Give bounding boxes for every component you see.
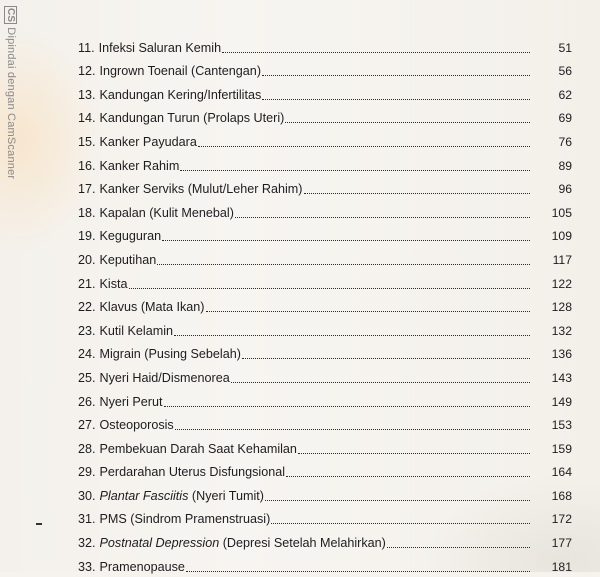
toc-entry: [78, 412, 572, 436]
toc-entry: [78, 364, 572, 388]
toc-entry-number: 21.: [78, 276, 96, 291]
dotted-leader: [235, 217, 530, 218]
scanner-watermark: [2, 4, 18, 204]
toc-entry-title: Klavus (Mata Ikan): [99, 300, 205, 315]
toc-entry-page-number: 132: [551, 323, 572, 338]
dotted-leader: [231, 382, 530, 383]
toc-entry-title: Keguguran: [99, 229, 162, 244]
camscanner-logo-badge: CS: [5, 8, 16, 23]
toc-entry-title: Kutil Kelamin: [99, 323, 174, 338]
toc-entry: [78, 317, 572, 341]
toc-entry-page-number: 51: [558, 40, 572, 55]
toc-entry: [78, 223, 572, 247]
toc-entry-title-rest: (Depresi Setelah Melahirkan): [219, 536, 386, 551]
dotted-leader: [262, 99, 530, 100]
dotted-leader: [222, 52, 530, 53]
dotted-leader: [304, 193, 531, 194]
toc-entry-page-number: 177: [551, 536, 572, 551]
toc-entry-number: 14.: [78, 111, 96, 126]
toc-entry-title: [100, 489, 264, 504]
margin-mark: [36, 523, 42, 525]
toc-entry-title: Kanker Rahim: [99, 158, 180, 173]
toc-entry: [78, 482, 572, 506]
dotted-leader: [157, 264, 530, 265]
toc-entry-page-number: 168: [551, 488, 572, 503]
toc-entry-number: 17.: [78, 182, 96, 197]
toc-entry: [78, 128, 572, 152]
dotted-leader: [180, 170, 530, 171]
toc-entry: [78, 270, 572, 294]
toc-entry-title: Pramenopause: [99, 559, 185, 574]
toc-entry: [78, 81, 572, 105]
toc-entry-page-number: 159: [551, 441, 572, 456]
dotted-leader: [164, 406, 530, 407]
toc-entry-title: Kapalan (Kulit Menebal): [99, 205, 234, 220]
toc-entry-number: 32.: [78, 536, 96, 551]
toc-entry-page-number: 62: [558, 87, 572, 102]
toc-entry: [78, 506, 572, 530]
toc-entry: [78, 435, 572, 459]
toc-entry-title: Osteoporosis: [99, 418, 174, 433]
watermark-text: Dipindai dengan CamScanner: [5, 27, 17, 180]
toc-entry-title: Keputihan: [99, 252, 157, 267]
toc-entry: [78, 105, 572, 129]
dotted-leader: [271, 523, 530, 524]
toc-entry-page-number: 117: [552, 252, 572, 267]
dotted-leader: [162, 240, 530, 241]
toc-entry: [78, 459, 572, 483]
toc-entry: [78, 294, 572, 318]
toc-entry-number: 26.: [78, 394, 96, 409]
table-of-contents: [78, 34, 572, 577]
toc-entry-number: 12.: [78, 64, 96, 79]
toc-entry-title: [100, 536, 386, 551]
toc-entry-title: PMS (Sindrom Pramenstruasi): [99, 512, 271, 527]
dotted-leader: [198, 146, 530, 147]
dotted-leader: [298, 453, 530, 454]
toc-entry-page-number: 153: [551, 418, 572, 433]
toc-entry-page-number: 149: [551, 394, 572, 409]
toc-entry-number: 27.: [78, 418, 96, 433]
toc-entry-number: 28.: [78, 441, 96, 456]
toc-entry-page-number: 181: [551, 559, 572, 574]
toc-entry: [78, 246, 572, 270]
toc-entry: [78, 58, 572, 82]
toc-entry-number: 31.: [78, 512, 96, 527]
toc-entry-page-number: 143: [551, 370, 572, 385]
toc-entry-title: Migrain (Pusing Sebelah): [99, 347, 241, 362]
toc-entry: [78, 152, 572, 176]
toc-entry: [78, 34, 572, 58]
dotted-leader: [175, 429, 530, 430]
dotted-leader: [285, 122, 530, 123]
toc-entry-page-number: 164: [551, 465, 572, 480]
toc-entry-title: Nyeri Perut: [99, 394, 163, 409]
toc-entry-number: 11.: [78, 40, 95, 55]
toc-entry-page-number: 109: [551, 229, 572, 244]
toc-entry-number: 19.: [78, 229, 96, 244]
toc-entry-title: Ingrown Toenail (Cantengan): [99, 64, 262, 79]
toc-entry-page-number: 76: [558, 134, 572, 149]
toc-entry-title: Kista: [99, 276, 128, 291]
toc-entry-number: 16.: [78, 158, 96, 173]
toc-entry-number: 29.: [78, 465, 96, 480]
dotted-leader: [286, 476, 530, 477]
toc-entry-page-number: 136: [551, 347, 572, 362]
toc-entry-title: Kandungan Turun (Prolaps Uteri): [99, 111, 285, 126]
toc-entry-title: Kanker Serviks (Mulut/Leher Rahim): [99, 182, 303, 197]
dotted-leader: [387, 547, 530, 548]
toc-entry-title: Nyeri Haid/Dismenorea: [99, 370, 230, 385]
toc-entry-page-number: 105: [551, 205, 572, 220]
toc-entry-page-number: 96: [558, 182, 572, 197]
toc-entry-title: Kanker Payudara: [99, 134, 197, 149]
dotted-leader: [262, 75, 530, 76]
toc-entry-title-italic: Plantar Fasciitis: [99, 488, 189, 503]
toc-entry-title-italic: Postnatal Depression: [99, 536, 220, 551]
toc-entry-page-number: 122: [551, 276, 572, 291]
toc-entry-number: 25.: [78, 370, 96, 385]
dotted-leader: [265, 500, 530, 501]
dotted-leader: [206, 311, 530, 312]
dotted-leader: [129, 288, 530, 289]
toc-entry-number: 22.: [78, 300, 96, 315]
toc-entry-page-number: 89: [558, 158, 572, 173]
toc-entry-title: Infeksi Saluran Kemih: [98, 40, 222, 55]
toc-entry-number: 18.: [78, 205, 96, 220]
toc-entry-number: 23.: [78, 323, 96, 338]
toc-entry: [78, 529, 572, 553]
toc-entry: [78, 341, 572, 365]
toc-entry-number: 30.: [78, 488, 96, 503]
toc-entry-page-number: 172: [551, 512, 572, 527]
toc-entry: [78, 553, 572, 577]
toc-entry-number: 15.: [78, 134, 96, 149]
toc-entry-page-number: 69: [558, 111, 572, 126]
toc-entry-number: 13.: [78, 87, 96, 102]
toc-entry-title-rest: (Nyeri Tumit): [188, 488, 264, 503]
toc-entry-page-number: 56: [558, 64, 572, 79]
toc-entry-number: 20.: [78, 252, 96, 267]
toc-entry: [78, 388, 572, 412]
toc-entry: [78, 199, 572, 223]
toc-entry-number: 33.: [78, 559, 96, 574]
dotted-leader: [242, 358, 530, 359]
toc-entry-number: 24.: [78, 347, 96, 362]
toc-entry-title: Kandungan Kering/Infertilitas: [99, 87, 262, 102]
toc-entry-title: Perdarahan Uterus Disfungsional: [99, 465, 286, 480]
toc-entry-title: Pembekuan Darah Saat Kehamilan: [99, 441, 297, 456]
dotted-leader: [174, 335, 530, 336]
toc-entry: [78, 176, 572, 200]
toc-entry-page-number: 128: [551, 300, 572, 315]
